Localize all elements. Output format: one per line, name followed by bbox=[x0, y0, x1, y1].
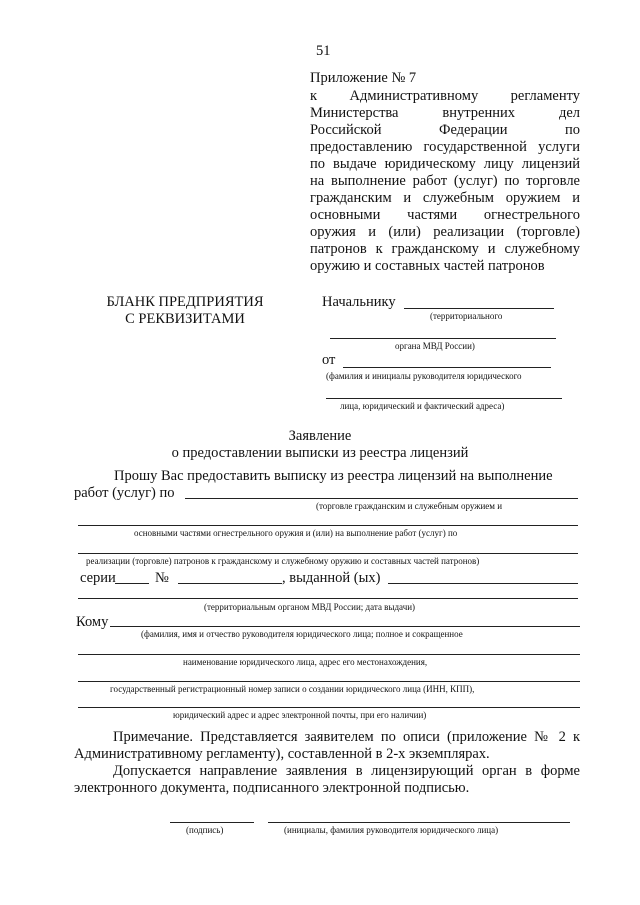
number-label: № bbox=[155, 570, 169, 586]
note-1-line-1: Примечание. Представляется заявителем по описи (приложение № 2 к bbox=[113, 729, 580, 745]
page-number: 51 bbox=[316, 43, 331, 59]
name-field[interactable] bbox=[268, 822, 570, 823]
appendix-line: предоставлению государственной услуги bbox=[310, 139, 580, 155]
series-label: серии bbox=[80, 570, 116, 586]
to-field-line[interactable] bbox=[404, 308, 554, 309]
series-field[interactable] bbox=[115, 583, 149, 584]
appendix-line: основными частями огнестрельного bbox=[310, 207, 580, 223]
to-whom-field-2[interactable] bbox=[78, 654, 580, 655]
service-hint-b: основными частями огнестрельного оружия и (или) на выполнение работ (услуг) по bbox=[134, 528, 458, 538]
to-hint-1: (территориального bbox=[430, 311, 503, 321]
to-label: Начальнику bbox=[322, 294, 396, 310]
from-field-line-2[interactable] bbox=[326, 398, 562, 399]
to-whom-field-3[interactable] bbox=[78, 681, 580, 682]
signature-hint: (подпись) bbox=[186, 825, 224, 835]
appendix-line: оружию и составных частей патронов bbox=[310, 258, 545, 274]
from-field-line[interactable] bbox=[343, 367, 551, 368]
note-1-line-2: Административному регламенту), составленной в 2-х экземплярах. bbox=[74, 746, 490, 762]
issued-field-line-2[interactable] bbox=[78, 598, 578, 599]
appendix-line: гражданским и служебным оружием и bbox=[310, 190, 580, 206]
issued-field[interactable] bbox=[388, 583, 578, 584]
service-field-line-2[interactable] bbox=[78, 525, 578, 526]
from-label: от bbox=[322, 352, 336, 368]
to-whom-field-1[interactable] bbox=[110, 626, 580, 627]
letterhead-line2: С РЕКВИЗИТАМИ bbox=[125, 311, 245, 327]
service-field-line-3[interactable] bbox=[78, 553, 578, 554]
service-hint-a: (торговле гражданским и служебным оружием и bbox=[316, 501, 503, 511]
appendix-line: патронов к гражданскому и служебному bbox=[310, 241, 580, 257]
to-field-line-2[interactable] bbox=[330, 338, 556, 339]
appendix-line: к Административному регламенту bbox=[310, 88, 580, 104]
number-field[interactable] bbox=[178, 583, 282, 584]
appendix-line: Российской Федерации по bbox=[310, 122, 580, 138]
service-hint-c: реализации (торговле) патронов к гражданскому и служебному оружию и составных частей патронов) bbox=[86, 556, 480, 566]
request-line-1: Прошу Вас предоставить выписку из реестра лицензий на выполнение bbox=[114, 468, 553, 484]
to-whom-hint-e: (фамилия, имя и отчество руководителя юридического лица; полное и сокращенное bbox=[141, 629, 463, 639]
appendix-title: Приложение № 7 bbox=[310, 70, 417, 86]
signature-field[interactable] bbox=[170, 822, 254, 823]
to-whom-hint-f: наименование юридического лица, адрес его местонахождения, bbox=[183, 657, 428, 667]
appendix-line: оружия и (или) реализации (торговле) bbox=[310, 224, 580, 240]
request-line-2: работ (услуг) по bbox=[74, 485, 175, 501]
issued-label: , выданной (ых) bbox=[282, 570, 381, 586]
document-subtitle: о предоставлении выписки из реестра лицензий bbox=[171, 445, 469, 461]
issued-hint: (территориальным органом МВД России; дата выдачи) bbox=[204, 602, 416, 612]
from-hint-1: (фамилия и инициалы руководителя юридического bbox=[326, 371, 522, 381]
service-field-line-1[interactable] bbox=[185, 498, 578, 499]
to-whom-field-4[interactable] bbox=[78, 707, 580, 708]
note-2-line-2: электронного документа, подписанного электронной подписью. bbox=[74, 780, 470, 796]
name-hint: (инициалы, фамилия руководителя юридического лица) bbox=[284, 825, 499, 835]
to-whom-hint-g: государственный регистрационный номер записи о создании юридического лица (ИНН, КПП), bbox=[110, 684, 475, 694]
appendix-line: на выполнение работ (услуг) по торговле bbox=[310, 173, 580, 189]
appendix-line: Министерства внутренних дел bbox=[310, 105, 580, 121]
from-hint-2: лица, юридический и фактический адреса) bbox=[340, 401, 505, 411]
appendix-line: по выдаче юридическому лицу лицензий bbox=[310, 156, 580, 172]
to-whom-hint-h: юридический адрес и адрес электронной почты, при его наличии) bbox=[173, 710, 427, 720]
to-whom-label: Кому bbox=[76, 614, 109, 630]
letterhead-line1: БЛАНК ПРЕДПРИЯТИЯ bbox=[106, 294, 264, 310]
note-2-line-1: Допускается направление заявления в лицензирующий орган в форме bbox=[113, 763, 580, 779]
document-title: Заявление bbox=[288, 428, 352, 444]
to-hint-2: органа МВД России) bbox=[395, 341, 475, 351]
